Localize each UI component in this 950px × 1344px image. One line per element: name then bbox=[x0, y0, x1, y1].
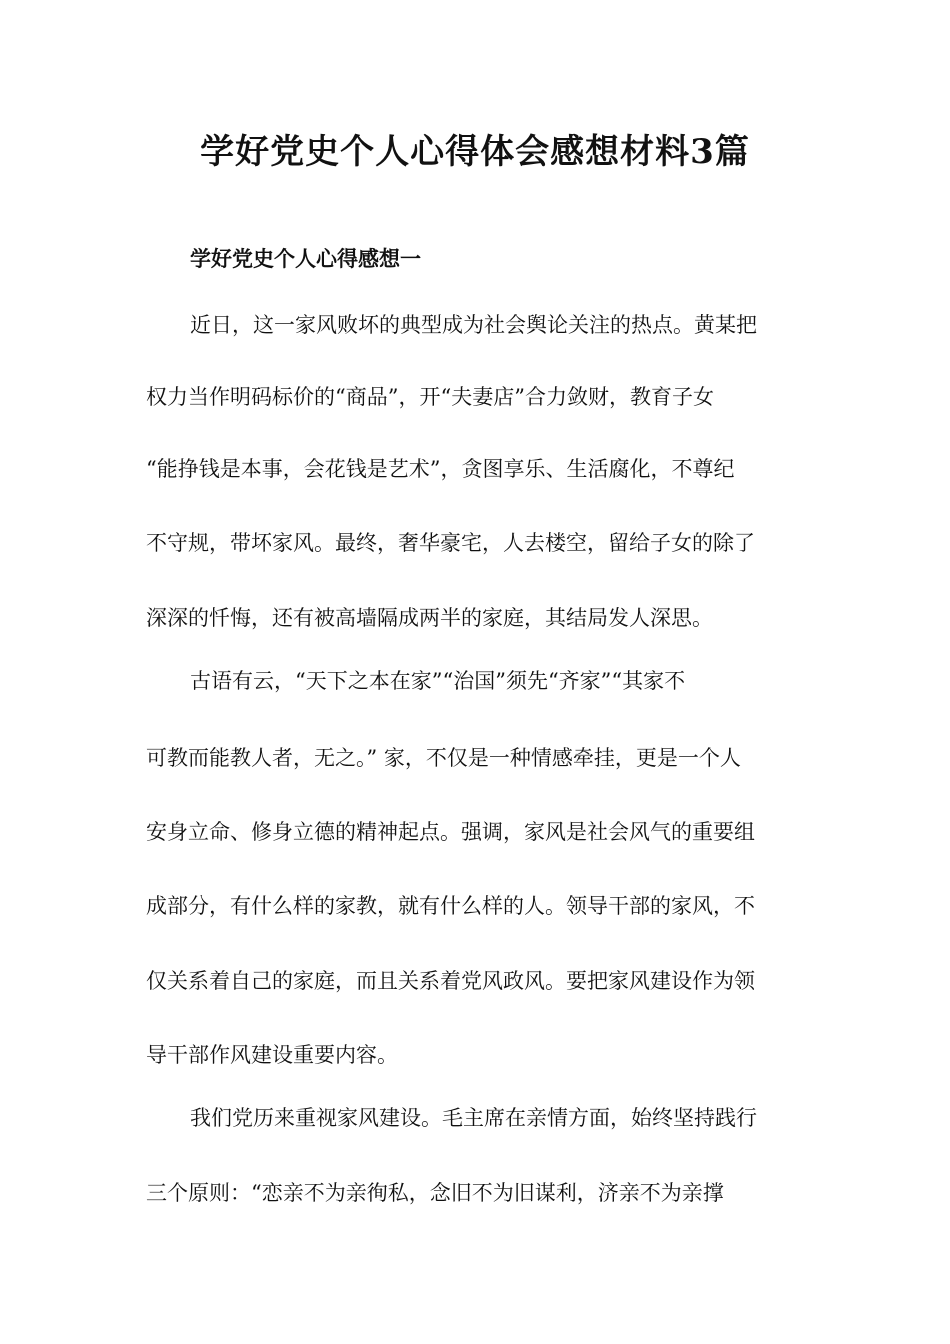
paragraph-line: 可教而能教人者，无之。” 家，不仅是一种情感牵挂，更是一个人 bbox=[146, 746, 741, 770]
document-title: 学好党史个人心得体会感想材料3篇 bbox=[200, 132, 750, 172]
paragraph-line: “能挣钱是本事，会花钱是艺术”，贪图享乐、生活腐化，不尊纪 bbox=[146, 457, 735, 481]
paragraph-line: 权力当作明码标价的“商品”，开“夫妻店”合力敛财，教育子女 bbox=[146, 385, 714, 409]
paragraph-line: 导干部作风建设重要内容。 bbox=[146, 1043, 398, 1067]
paragraph-line: 成部分，有什么样的家教，就有什么样的人。领导干部的家风，不 bbox=[146, 894, 755, 918]
paragraph-line: 仅关系着自己的家庭，而且关系着党风政风。要把家风建设作为领 bbox=[146, 969, 755, 993]
paragraph-line: 古语有云，“天下之本在家”“治国”须先“齐家”“其家不 bbox=[190, 669, 686, 693]
paragraph-line: 我们党历来重视家风建设。毛主席在亲情方面，始终坚持践行 bbox=[190, 1106, 757, 1130]
paragraph-line: 不守规，带坏家风。最终，奢华豪宅，人去楼空，留给子女的除了 bbox=[146, 531, 755, 555]
paragraph-line: 近日，这一家风败坏的典型成为社会舆论关注的热点。黄某把 bbox=[190, 313, 757, 337]
paragraph-line: 三个原则：“恋亲不为亲徇私，念旧不为旧谋利，济亲不为亲撑 bbox=[146, 1181, 724, 1205]
paragraph-line: 深深的忏悔，还有被高墙隔成两半的家庭，其结局发人深思。 bbox=[146, 606, 713, 630]
paragraph-line: 安身立命、修身立德的精神起点。强调，家风是社会风气的重要组 bbox=[146, 820, 755, 844]
section-heading: 学好党史个人心得感想一 bbox=[190, 246, 421, 271]
